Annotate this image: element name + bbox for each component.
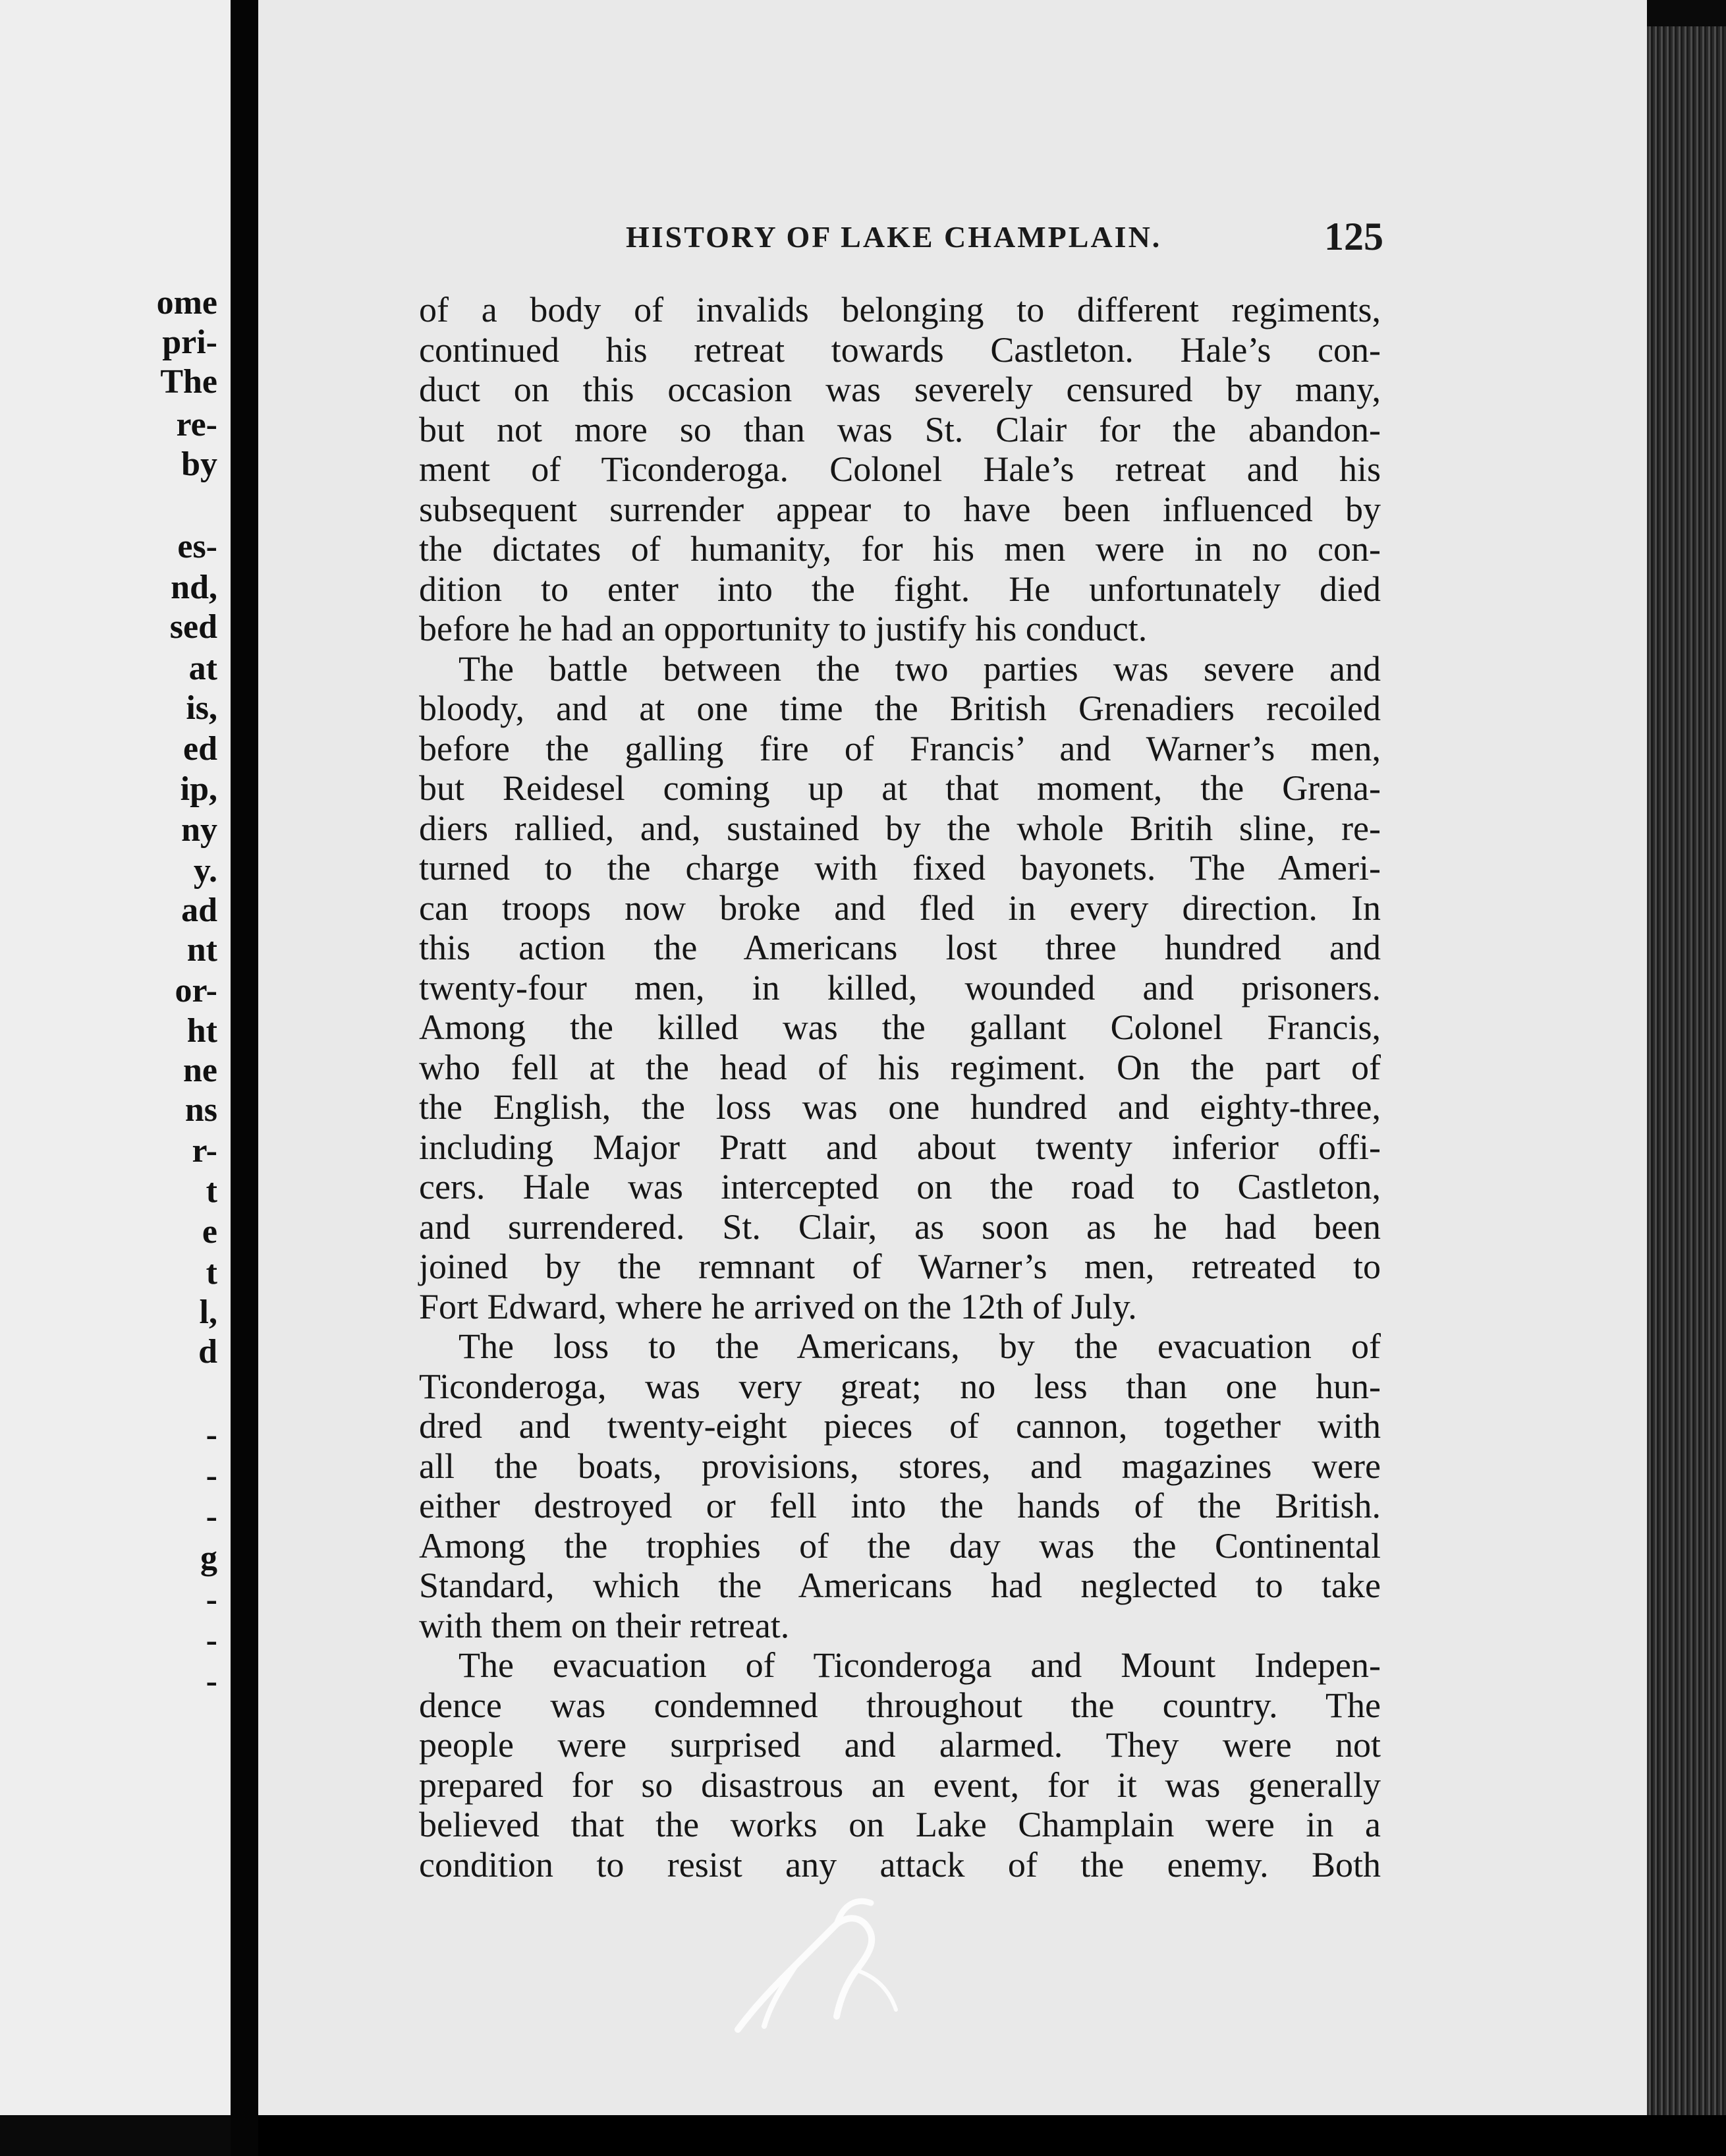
text-line: dred and twenty-eight pieces of cannon, together with [419, 1406, 1381, 1446]
left-page-fragment: l, [199, 1293, 217, 1331]
text-line: Among the killed was the gallant Colonel Francis, [419, 1007, 1381, 1047]
text-line: diers rallied, and, sustained by the whole Britih sline, re- [419, 808, 1381, 848]
left-page-fragment: y. [193, 852, 217, 890]
text-line: but Reidesel coming up at that moment, the Grena- [419, 768, 1381, 808]
left-page-fragment: re- [176, 406, 217, 443]
left-page-fragment: t [206, 1172, 217, 1210]
text-line: Standard, which the Americans had neglected to take [419, 1566, 1381, 1605]
text-line: cers. Hale was intercepted on the road to Castleton, [419, 1167, 1381, 1206]
left-page-fragment: ome [156, 284, 217, 322]
left-page-fragment: d [198, 1333, 217, 1371]
left-page-fragment: ny [181, 811, 217, 849]
text-line: duct on this occasion was severely censured by many, [419, 370, 1381, 409]
page-number: 125 [1324, 215, 1383, 258]
text-line: The loss to the Americans, by the evacuation of [459, 1326, 1381, 1366]
page-edges [1647, 26, 1726, 2156]
left-page-fragment: at [188, 650, 217, 687]
left-page-fragment: ad [181, 892, 217, 929]
text-line: ment of Ticonderoga. Colonel Hale’s retreat and his [419, 449, 1381, 489]
text-line: dition to enter into the fight. He unfortunately died [419, 569, 1381, 609]
left-page-fragment: e [202, 1213, 217, 1251]
left-page-fragment: r- [192, 1132, 217, 1170]
text-line: of a body of invalids belonging to different regiments, [419, 290, 1381, 329]
left-page-fragment: sed [169, 608, 217, 646]
text-line: condition to resist any attack of the enemy. Both [419, 1844, 1381, 1885]
library-stamp-mark [698, 1885, 922, 2056]
left-page-fragment: g [200, 1539, 217, 1577]
text-line: Fort Edward, where he arrived on the 12th of July. [419, 1286, 1137, 1326]
text-line: joined by the remnant of Warner’s men, retreated to [419, 1247, 1381, 1286]
text-line: either destroyed or fell into the hands of the British. [419, 1486, 1381, 1525]
left-page-fragment: ns [184, 1091, 217, 1129]
bottom-edge [258, 2115, 1726, 2156]
left-page-edge [0, 0, 231, 2115]
left-page-fragment: ne [183, 1052, 217, 1089]
book-gutter [231, 0, 258, 2156]
text-line: with them on their retreat. [419, 1605, 790, 1645]
text-line: prepared for so disastrous an event, for it was generally [419, 1765, 1381, 1805]
text-line: The evacuation of Ticonderoga and Mount Indepen- [459, 1645, 1381, 1685]
left-page-fragment: ed [183, 730, 217, 768]
left-page-fragment: - [206, 1662, 217, 1700]
text-line: including Major Pratt and about twenty inferior offi- [419, 1127, 1381, 1167]
text-line: before he had an opportunity to justify his conduct. [419, 609, 1148, 648]
text-line: the dictates of humanity, for his men were in no con- [419, 529, 1381, 569]
left-page-fragment: nd, [171, 569, 217, 606]
text-line: the English, the loss was one hundred and eighty-three, [419, 1087, 1381, 1127]
left-page-fragment: ip, [180, 770, 217, 808]
left-page-fragment: t [206, 1254, 217, 1291]
text-line: can troops now broke and fled in every direction. In [419, 888, 1381, 928]
left-page-fragment: pri- [162, 324, 217, 361]
left-page-fragment: - [206, 1416, 217, 1454]
left-page-fragment: - [206, 1498, 217, 1535]
text-line: before the galling fire of Francis’ and Warner’s men, [419, 728, 1381, 768]
text-line: continued his retreat towards Castleton. Hale’s con- [419, 329, 1381, 370]
left-page-fragment: or- [175, 972, 217, 1009]
running-head-title: HISTORY OF LAKE CHAMPLAIN. [626, 220, 1162, 254]
left-page-fragment: ht [186, 1012, 217, 1050]
body-text [419, 290, 1381, 1924]
running-head [369, 214, 1383, 267]
text-line: subsequent surrender appear to have been influenced by [419, 489, 1381, 529]
text-line: but not more so than was St. Clair for the abandon- [419, 409, 1381, 449]
text-line: all the boats, provisions, stores, and magazines were [419, 1446, 1381, 1486]
text-line: dence was condemned throughout the country. The [419, 1685, 1381, 1725]
text-line: Ticonderoga, was very great; no less than one hun- [419, 1366, 1381, 1406]
text-line: this action the Americans lost three hundred and [419, 928, 1381, 967]
text-line: and surrendered. St. Clair, as soon as he had been [419, 1206, 1381, 1247]
left-page-fragment: - [206, 1457, 217, 1494]
text-line: people were surprised and alarmed. They were not [419, 1725, 1381, 1765]
text-line: bloody, and at one time the British Grenadiers recoiled [419, 689, 1381, 728]
left-page-fragment: nt [186, 931, 217, 969]
text-line: Among the trophies of the day was the Continental [419, 1525, 1381, 1566]
text-line: twenty-four men, in killed, wounded and prisoners. [419, 967, 1381, 1007]
text-line: turned to the charge with fixed bayonets. The Ameri- [419, 848, 1381, 888]
text-line: who fell at the head of his regiment. On the part of [419, 1047, 1381, 1087]
left-page-fragment: by [181, 445, 217, 483]
left-page-fragment: is, [186, 689, 217, 727]
text-line: The battle between the two parties was severe and [459, 648, 1381, 689]
left-page-fragment: es- [177, 528, 217, 565]
text-line: believed that the works on Lake Champlain were in a [419, 1805, 1381, 1844]
left-page-fragment: - [206, 1581, 217, 1618]
left-page-fragment: - [206, 1622, 217, 1659]
left-page-fragment: The [160, 363, 217, 401]
